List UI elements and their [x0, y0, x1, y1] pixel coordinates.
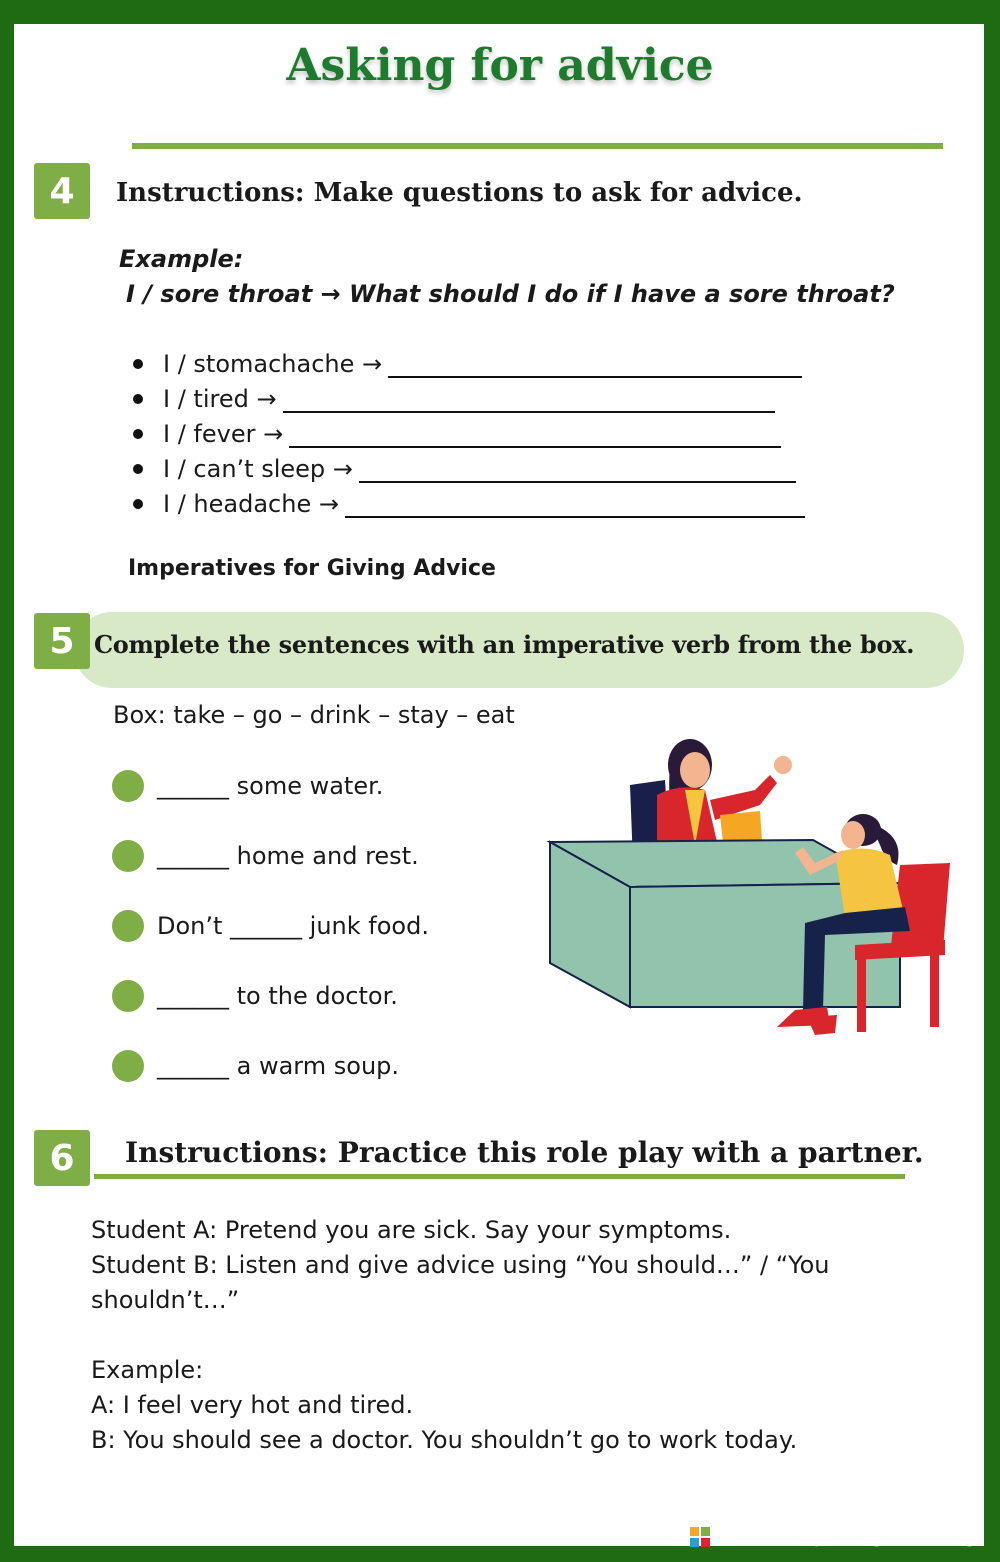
bullet-dot-icon	[112, 770, 144, 802]
section-6-badge: 6	[34, 1130, 90, 1186]
role-play-line: shouldn’t…”	[91, 1286, 240, 1314]
fill-in-sentence[interactable]: ______ to the doctor.	[157, 982, 398, 1010]
fill-in-item	[112, 770, 383, 802]
question-item	[133, 420, 781, 448]
bullet-dot-icon	[112, 910, 144, 942]
section-4-instruction: Instructions: Make questions to ask for advice.	[116, 178, 803, 208]
section-6-divider	[94, 1174, 905, 1179]
word-box: Box: take – go – drink – stay – eat	[113, 701, 515, 729]
bullet-dot-icon	[112, 840, 144, 872]
question-item	[133, 350, 802, 378]
question-prompt: I / stomachache →	[163, 350, 383, 378]
bullet-dot-icon	[112, 980, 144, 1012]
fill-in-item	[112, 980, 398, 1012]
fill-in-sentence[interactable]: ______ home and rest.	[157, 842, 419, 870]
bullet-icon	[133, 359, 143, 369]
question-prompt: I / fever →	[163, 420, 284, 448]
bullet-icon	[133, 464, 143, 474]
answer-blank[interactable]	[289, 424, 781, 448]
question-prompt: I / headache →	[163, 490, 339, 518]
imperatives-subheading: Imperatives for Giving Advice	[128, 556, 496, 581]
fill-in-sentence[interactable]: Don’t ______ junk food.	[157, 912, 429, 940]
section-5-instruction: Complete the sentences with an imperative verb from the box.	[94, 630, 915, 659]
question-item	[133, 385, 775, 413]
bullet-dot-icon	[112, 1050, 144, 1082]
bullet-icon	[133, 499, 143, 509]
section-6-instruction: Instructions: Practice this role play with a partner.	[125, 1136, 924, 1169]
fill-in-item	[112, 1050, 399, 1082]
bullet-icon	[133, 429, 143, 439]
answer-blank[interactable]	[388, 354, 802, 378]
question-prompt: I / tired →	[163, 385, 277, 413]
section-5-badge: 5	[34, 613, 90, 669]
liveworksheets-brand	[690, 1522, 990, 1552]
answer-blank[interactable]	[345, 494, 805, 518]
liveworksheets-logo-icon	[690, 1527, 710, 1547]
question-prompt: I / can’t sleep →	[163, 455, 353, 483]
doctor-patient-illustration	[545, 735, 955, 1045]
bullet-icon	[133, 394, 143, 404]
example-label: Example:	[119, 245, 244, 273]
answer-blank[interactable]	[359, 459, 796, 483]
fill-in-sentence[interactable]: ______ a warm soup.	[157, 1052, 400, 1080]
role-play-line: A: I feel very hot and tired.	[91, 1391, 414, 1419]
page-title: Asking for advice	[286, 40, 714, 91]
section-4-badge: 4	[34, 163, 90, 219]
example-text: I / sore throat → What should I do if I have a sore throat?	[126, 280, 895, 308]
title-divider	[132, 143, 943, 149]
fill-in-sentence[interactable]: ______ some water.	[157, 772, 384, 800]
fill-in-item	[112, 840, 419, 872]
fill-in-item	[112, 910, 429, 942]
role-play-line: Student A: Pretend you are sick. Say your symptoms.	[91, 1216, 732, 1244]
question-item	[133, 490, 805, 518]
question-item	[133, 455, 796, 483]
role-play-line: Student B: Listen and give advice using “You should…” / “You	[91, 1251, 830, 1279]
role-play-line: Example:	[91, 1356, 204, 1384]
role-play-line: B: You should see a doctor. You shouldn’t go to work today.	[91, 1426, 798, 1454]
answer-blank[interactable]	[283, 389, 775, 413]
brand-name: LIVEWORKSHEETS	[714, 1522, 979, 1552]
